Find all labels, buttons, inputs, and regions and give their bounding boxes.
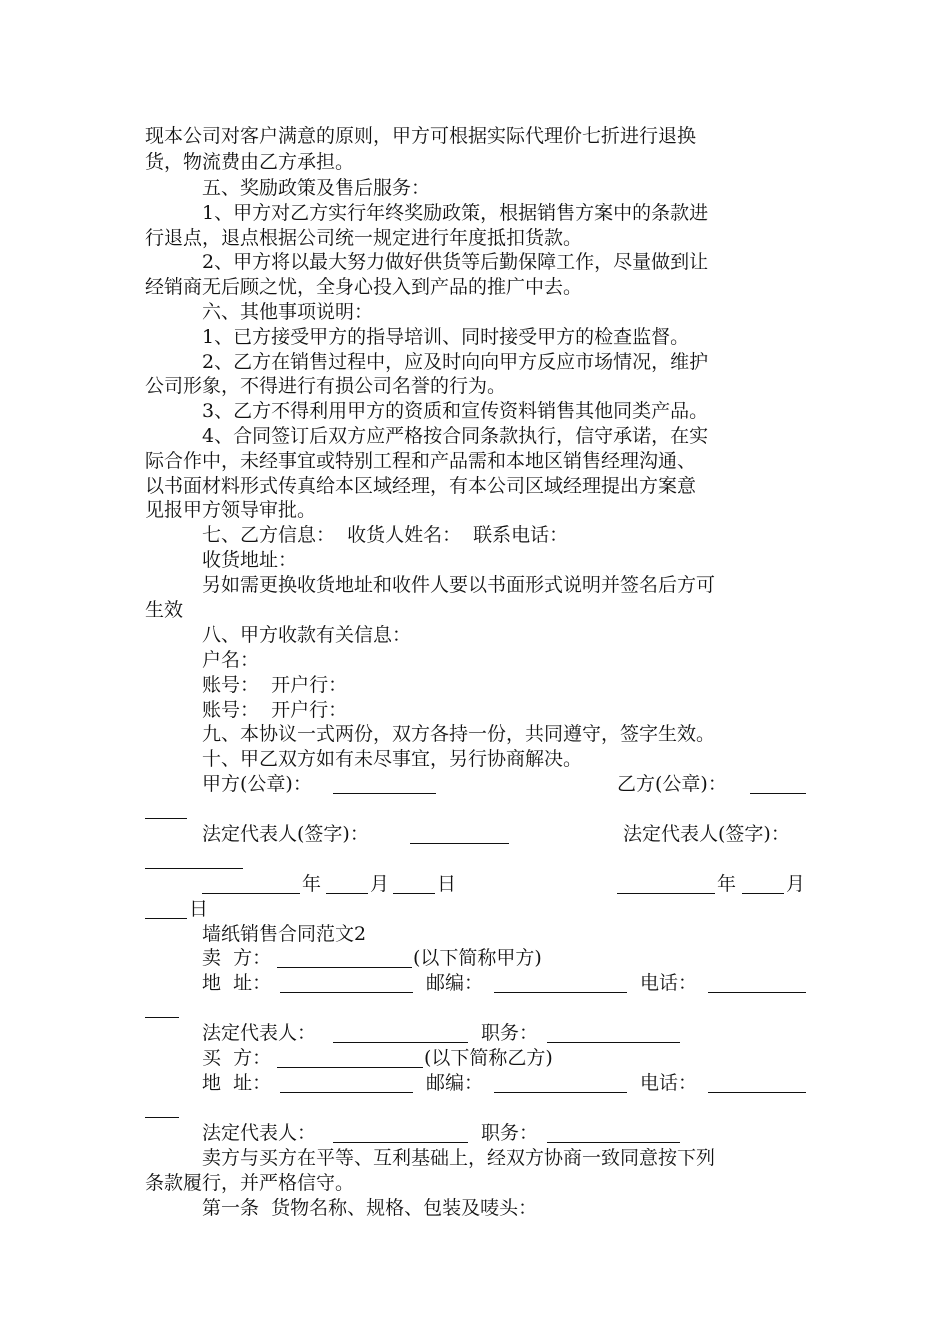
text-line: 见报甲方领导审批。: [145, 499, 317, 521]
legal-rep-b-label: 法定代表人(签字)：: [623, 823, 790, 845]
date-blank: [145, 918, 187, 919]
text-line: 际合作中，未经事宜或特别工程和产品需和本地区销售经理沟通、: [145, 450, 697, 472]
address-label: 地 址：: [202, 972, 272, 994]
text-line: 公司形象，不得进行有损公司名誉的行为。: [145, 375, 507, 397]
contract-title: 墙纸销售合同范文2: [202, 923, 367, 945]
address-label: 地 址：: [202, 1072, 272, 1094]
section-heading: 五、奖励政策及售后服务：: [202, 177, 431, 199]
signature-blank: [410, 843, 509, 844]
seller-note: (以下简称甲方): [413, 947, 542, 969]
phone-label: 电话：: [640, 1072, 698, 1094]
date-year-label: 年: [302, 873, 322, 895]
date-blank: [393, 893, 435, 894]
text-line: 货，物流费由乙方承担。: [145, 151, 355, 173]
text-line: 1、甲方对乙方实行年终奖励政策，根据销售方案中的条款进: [202, 202, 709, 224]
text-line: 4、合同签订后双方应严格按合同条款执行，信守承诺，在实: [202, 425, 709, 447]
party-a-seal-label: 甲方(公章)：: [202, 773, 312, 795]
text-line: 九、本协议一式两份，双方各持一份，共同遵守，签字生效。: [202, 723, 716, 745]
form-blank: [145, 1017, 179, 1018]
text-line: 户名：: [202, 649, 260, 671]
date-month-label: 月: [370, 873, 390, 895]
text-line: 收货地址：: [202, 549, 298, 571]
text-line: 十、甲乙双方如有未尽事宜，另行协商解决。: [202, 748, 583, 770]
form-blank: [333, 1142, 468, 1143]
form-blank: [280, 992, 413, 993]
signature-blank: [333, 793, 436, 794]
postcode-label: 邮编：: [426, 972, 484, 994]
form-blank: [708, 1092, 806, 1093]
postcode-label: 邮编：: [426, 1072, 484, 1094]
section-heading: 六、其他事项说明：: [202, 301, 374, 323]
date-day-label: 日: [437, 873, 457, 895]
text-line: 2、乙方在销售过程中，应及时向向甲方反应市场情况，维护: [202, 351, 709, 373]
form-blank: [547, 1142, 680, 1143]
text-line: 以书面材料形式传真给本区域经理，有本公司区域经理提出方案意: [145, 475, 697, 497]
position-label: 职务：: [481, 1122, 539, 1144]
form-blank: [708, 992, 806, 993]
date-month-label: 月: [786, 873, 806, 895]
article-heading: 第一条 货物名称、规格、包装及唛头：: [202, 1197, 538, 1219]
form-blank: [145, 1117, 179, 1118]
text-line: 卖方与买方在平等、互利基础上，经双方协商一致同意按下列: [202, 1147, 716, 1169]
text-line: 2、甲方将以最大努力做好供货等后勤保障工作，尽量做到让: [202, 251, 709, 273]
buyer-label: 买 方：: [202, 1047, 272, 1069]
date-blank: [617, 893, 715, 894]
text-line: 1、已方接受甲方的指导培训、同时接受甲方的检查监督。: [202, 326, 690, 348]
text-line: 3、乙方不得利用甲方的资质和宣传资料销售其他同类产品。: [202, 400, 709, 422]
text-line: 账号： 开户行：: [202, 674, 348, 696]
position-label: 职务：: [481, 1022, 539, 1044]
signature-blank: [145, 818, 187, 819]
seller-label: 卖 方：: [202, 947, 272, 969]
form-blank: [547, 1042, 680, 1043]
date-year-label: 年: [717, 873, 737, 895]
form-blank: [494, 1092, 627, 1093]
form-blank: [494, 992, 627, 993]
text-line: 经销商无后顾之忧，全身心投入到产品的推广中去。: [145, 276, 583, 298]
text-line: 行退点，退点根据公司统一规定进行年度抵扣货款。: [145, 227, 583, 249]
form-blank: [333, 1042, 468, 1043]
form-blank: [277, 1067, 423, 1068]
legal-rep-a-label: 法定代表人(签字)：: [202, 823, 369, 845]
buyer-note: (以下简称乙方): [424, 1047, 553, 1069]
text-line: 账号： 开户行：: [202, 699, 348, 721]
text-line: 现本公司对客户满意的原则，甲方可根据实际代理价七折进行退换: [145, 125, 697, 147]
date-day-label: 日: [189, 898, 209, 920]
text-line: 另如需更换收货地址和收件人要以书面形式说明并签名后方可: [202, 574, 716, 596]
date-blank: [742, 893, 784, 894]
text-line: 条款履行，并严格信守。: [145, 1172, 355, 1194]
signature-blank: [145, 868, 243, 869]
section-heading: 八、甲方收款有关信息：: [202, 624, 412, 646]
date-blank: [326, 893, 368, 894]
text-line: 生效: [145, 599, 184, 621]
section-heading: 七、乙方信息： 收货人姓名： 联系电话：: [202, 524, 569, 546]
date-blank: [202, 893, 300, 894]
signature-blank: [750, 793, 806, 794]
party-b-seal-label: 乙方(公章)：: [617, 773, 727, 795]
form-blank: [280, 1092, 413, 1093]
phone-label: 电话：: [640, 972, 698, 994]
legal-rep-label: 法定代表人：: [202, 1122, 317, 1144]
legal-rep-label: 法定代表人：: [202, 1022, 317, 1044]
form-blank: [277, 967, 412, 968]
